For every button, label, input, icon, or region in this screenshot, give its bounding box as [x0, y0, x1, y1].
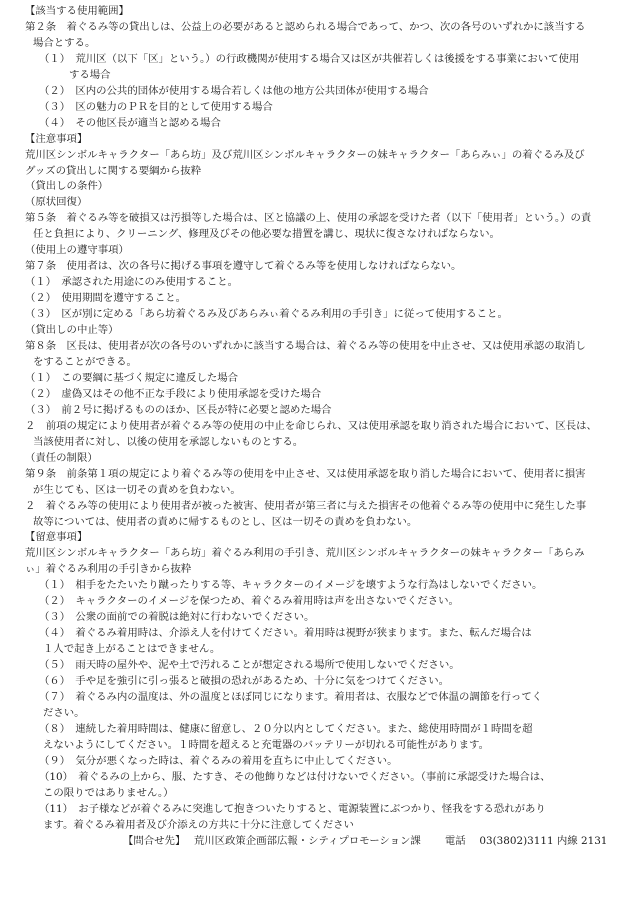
text-line: （４） 着ぐるみ着用時は、介添え人を付けてください。着用時は視野が狭まります。また、転んだ場合は	[39, 627, 532, 640]
text-line: （３） 区が別に定める「あら坊着ぐるみ及びあらみぃ着ぐるみ利用の手引き」に従って使用すること。	[25, 308, 508, 321]
contact-phone-label: 電話	[444, 834, 466, 847]
text-line: ２ 着ぐるみ等の使用により使用者が被った被害、使用者が第三者に与えた損害その他着ぐるみ等の使用中に発生した事	[25, 499, 587, 512]
text-line: 第５条 着ぐるみ等を破損又は汚損等した場合は、区と協議の上、使用の承認を受けた者（以下「使用者」という。）の責	[25, 212, 592, 225]
text-line: （原状回復）	[25, 196, 88, 209]
text-line: （２） 区内の公共的団体が使用する場合若しくは他の地方公共団体が使用する場合	[39, 84, 429, 97]
contact-phone: 03(3802)3111 内線 2131	[479, 834, 608, 847]
text-line: （９） 気分が悪くなった時は、着ぐるみの着用を直ちに中止してください。	[39, 754, 398, 767]
text-line: 荒川区シンボルキャラクター「あら坊」及び荒川区シンボルキャラクターの妹キャラクター「あらみぃ」の着ぐるみ及び	[25, 148, 585, 161]
contact-footer	[25, 834, 616, 850]
text-line: ださい。	[43, 706, 85, 719]
text-line: １人で起き上がることはできません。	[43, 643, 221, 656]
text-line: ぃ」着ぐるみ利用の手引きから抜粋	[25, 563, 192, 576]
text-line: （２） キャラクターのイメージを保つため、着ぐるみ着用時は声を出さないでください。	[39, 595, 459, 608]
text-line: グッズの貸出しに関する要綱から抜粋	[25, 164, 202, 177]
text-line: 【留意事項】	[25, 531, 88, 544]
document-body	[25, 4, 616, 834]
text-line: する場合	[69, 68, 111, 81]
text-line: 荒川区シンボルキャラクター「あら坊」着ぐるみ利用の手引き、荒川区シンボルキャラクターの妹キャラクター「あらみ	[25, 547, 585, 560]
text-line: （７） 着ぐるみ内の温度は、外の温度とほぼ同じになります。着用者は、衣服などで体温の調節を行ってく	[39, 690, 543, 703]
text-line: 第９条 前条第１項の規定により着ぐるみ等の使用を中止させ、又は使用承認を取り消した場合において、使用者に損害	[25, 467, 586, 480]
text-line: 場合とする。	[33, 36, 96, 49]
text-line: （11） お子様などが着ぐるみに突進して抱きついたりすると、電源装置にぶつかり、怪我をする恐れがあり	[39, 802, 546, 815]
contact-department: 荒川区政策企画部広報・シティプロモーション課	[193, 834, 421, 847]
text-line: （貸出しの条件）	[25, 180, 109, 193]
text-line: （５） 雨天時の屋外や、泥や土で汚れることが想定される場所で使用しないでください。	[39, 659, 460, 672]
text-line: （３） 前２号に掲げるもののほか、区長が特に必要と認めた場合	[25, 403, 332, 416]
contact-label: 【問合せ先】	[123, 834, 181, 847]
text-line: えないようにしてください。１時間を超えると充電器のバッテリーが切れる可能性があります。	[43, 738, 489, 751]
text-line: （１） 相手をたたいたり蹴ったりする等、キャラクターのイメージを壊すような行為はしないでください。	[39, 579, 543, 592]
text-line: この限りではありません。）	[43, 786, 174, 799]
text-line: （４） その他区長が適当と認める場合	[39, 116, 221, 129]
text-line: ２ 前項の規定により使用者が着ぐるみ等の使用の中止を命じられ、又は使用承認を取り消された場合において、区長は、	[25, 419, 597, 432]
text-line: （３） 区の魅力のＰＲを目的として使用する場合	[39, 100, 273, 113]
text-line: （10） 着ぐるみの上から、服、たすき、その他飾りなどは付けないでください。（事前に承認受けた場合は、	[39, 770, 551, 783]
text-line: 第７条 使用者は、次の各号に掲げる事項を遵守して着ぐるみ等を使用しなければならない。	[25, 260, 462, 273]
text-line: 故等については、使用者の責めに帰するものとし、区は一切その責めを負わない。	[33, 515, 418, 528]
text-line: （使用上の遵守事項）	[25, 244, 129, 257]
text-line: 【該当する使用範囲】	[25, 5, 129, 17]
text-line: （２） 使用期間を遵守すること。	[25, 292, 187, 305]
text-line: （責任の制限）	[25, 451, 98, 464]
text-line: 当該使用者に対し、以後の使用を承認しないものとする。	[33, 435, 304, 448]
text-line: 【注意事項】	[25, 132, 88, 145]
text-line: （１） 承認された用途にのみ使用すること。	[25, 276, 239, 289]
text-line: （８） 連続した着用時間は、健康に留意し、２０分以内としてください。また、総使用時間が１時間を超	[39, 722, 533, 735]
text-line: （１） 荒川区（以下「区」という。）の行政機関が使用する場合又は区が共催若しくは後援をする事業において使用	[39, 52, 580, 65]
text-line: 第８条 区長は、使用者が次の各号のいずれかに該当する場合は、着ぐるみ等の使用を中止させ、又は使用承認の取消し	[25, 340, 586, 353]
text-line: （１） この要綱に基づく規定に違反した場合	[25, 371, 239, 384]
text-line: 任と負担により、クリーニング、修理及びその他必要な措置を講じ、現状に復さなければならない。	[33, 228, 500, 241]
text-line: （貸出しの中止等）	[25, 324, 119, 337]
text-line: （３） 公衆の面前での着脱は絶対に行わないでください。	[39, 611, 315, 624]
text-line: が生じても、区は一切その責めを負わない。	[33, 483, 241, 496]
text-line: をすることができる。	[33, 355, 137, 368]
text-line: （２） 虚偽又はその他不正な手段により使用承認を受けた場合	[25, 387, 322, 400]
text-line: 第２条 着ぐるみ等の貸出しは、公益上の必要があると認められる場合であって、かつ、次の各号のいずれかに該当する	[25, 20, 586, 33]
text-line: ます。着ぐるみ着用者及び介添えの方共に十分に注意してください	[43, 818, 354, 831]
text-line: （６） 手や足を強引に引っ張ると破損の恐れがあるため、十分に気をつけてください。	[39, 675, 450, 688]
